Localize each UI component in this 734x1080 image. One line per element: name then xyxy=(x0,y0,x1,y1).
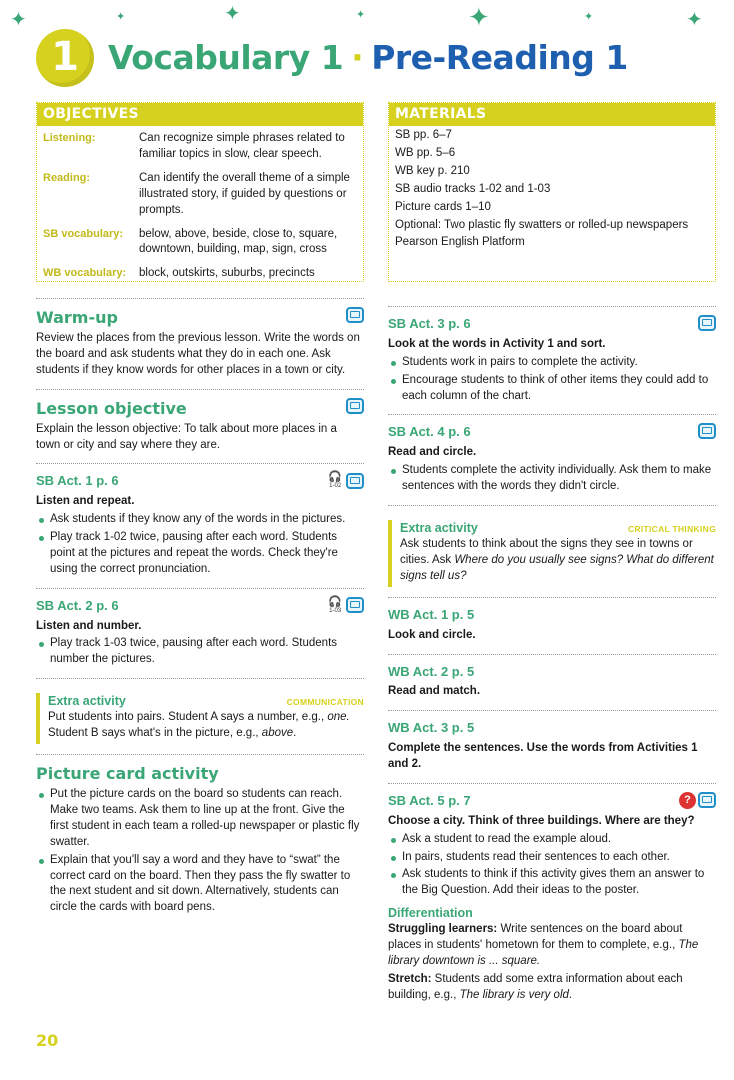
sb-act-2-section xyxy=(36,588,364,669)
list-item: In pairs, students read their sentences to each other. xyxy=(388,850,716,866)
list-item: Ask students if they know any of the words in the pictures. xyxy=(36,512,364,528)
extra-activity-tag: COMMUNICATION xyxy=(286,697,364,708)
material-item: Pearson English Platform xyxy=(395,236,525,249)
sparkle-icon: ✦ xyxy=(224,3,241,25)
objective-text: block, outskirts, suburbs, precincts xyxy=(139,267,315,280)
lesson-objective-heading: Lesson objective xyxy=(36,398,187,418)
material-item: Optional: Two plastic fly swatters or rolled-up newspapers xyxy=(395,218,689,231)
sb-act-5-section xyxy=(388,783,716,1004)
extra-activity-tag: CRITICAL THINKING xyxy=(627,523,716,534)
stretch-text: Stretch: Students add some extra information about each building, e.g., The library is very old. xyxy=(388,973,683,1001)
page-number: 20 xyxy=(36,1031,59,1050)
picture-card-section xyxy=(36,754,364,916)
page-title xyxy=(108,35,628,81)
list-item: Students complete the activity individually. Ask them to make sentences with the words they didn't circle. xyxy=(388,463,716,495)
wb-act-1-instruction: Look and circle. xyxy=(388,628,476,641)
lesson-objective-text: Explain the lesson objective: To talk about more places in a town or city and say where they are. xyxy=(36,422,337,451)
objective-text: Can identify the overall theme of a simple illustrated story, if guided by questions or prompts. xyxy=(139,172,350,216)
page-header xyxy=(36,28,716,88)
material-item: SB audio tracks 1-02 and 1-03 xyxy=(395,182,551,195)
list-item: Play track 1-02 twice, pausing after each word. Students point at the pictures and repeat the words. Check they're using the correct pronunciation. xyxy=(36,530,364,578)
wb-act-2-instruction: Read and match. xyxy=(388,685,481,698)
unit-number-badge: 1 xyxy=(36,29,94,87)
objective-label: SB vocabulary: xyxy=(43,227,124,240)
sb-act-2-heading: SB Act. 2 p. 6 xyxy=(36,597,119,613)
wb-act-3-section xyxy=(388,710,716,773)
screen-icon xyxy=(346,307,364,323)
sb-act-4-section xyxy=(388,414,716,495)
objective-text: below, above, beside, close to, square, downtown, building, map, sign, cross xyxy=(139,227,338,256)
struggling-learners-text: Struggling learners: Write sentences on the board about places in students' hometown for them to complete, e.g., The library downtown is ... square. xyxy=(388,923,699,968)
wb-act-2-section xyxy=(388,654,716,701)
objective-label: Listening: xyxy=(43,132,96,145)
material-item: Picture cards 1–10 xyxy=(395,200,491,213)
list-item: Ask students to think if this activity gives them an answer to the Big Question. Add their ideas to the poster. xyxy=(388,867,716,899)
differentiation-heading: Differentiation xyxy=(388,906,473,921)
screen-icon xyxy=(698,423,716,439)
sb-act-3-instruction: Look at the words in Activity 1 and sort. xyxy=(388,337,606,350)
screen-icon xyxy=(698,315,716,331)
objective-row xyxy=(37,264,363,288)
left-column xyxy=(36,298,364,926)
title-separator: · xyxy=(351,38,364,78)
list-item: Encourage students to think of other items they could add to each column of the chart. xyxy=(388,373,716,405)
objective-row xyxy=(37,129,363,169)
title-vocabulary: Vocabulary 1 xyxy=(108,38,344,78)
list-item: Students work in pairs to complete the activity. xyxy=(388,355,716,371)
sparkle-icon: ✦ xyxy=(116,11,126,23)
sb-act-1-instruction: Listen and repeat. xyxy=(36,495,135,508)
material-item: WB pp. 5–6 xyxy=(395,147,456,160)
extra-activity-box xyxy=(388,520,716,587)
sb-act-5-instruction: Choose a city. Think of three buildings. Where are they? xyxy=(388,814,695,827)
sb-act-1-heading: SB Act. 1 p. 6 xyxy=(36,473,119,489)
objective-row xyxy=(37,225,363,265)
extra-activity-title: Extra activity xyxy=(400,520,478,535)
extra-activity-text: Put students into pairs. Student A says a number, e.g., one. Student B says what's in the picture, e.g., above. xyxy=(48,711,350,740)
sb-act-1-section xyxy=(36,463,364,577)
materials-heading: MATERIALS xyxy=(389,103,715,126)
sb-act-4-heading: SB Act. 4 p. 6 xyxy=(388,424,471,440)
extra-activity-title: Extra activity xyxy=(48,694,126,709)
warmup-heading: Warm-up xyxy=(36,308,118,327)
warmup-text: Review the places from the previous lesson. Write the words on the board and ask students what they do in each one. Ask students if they know words for other places in a town or city. xyxy=(36,332,360,376)
objectives-heading: OBJECTIVES xyxy=(37,103,363,126)
sparkle-icon: ✦ xyxy=(356,9,366,21)
screen-icon xyxy=(346,473,364,489)
material-item: WB key p. 210 xyxy=(395,165,470,178)
objective-text: Can recognize simple phrases related to familiar topics in slow, clear speech. xyxy=(139,132,345,161)
sb-act-5-heading: SB Act. 5 p. 7 xyxy=(388,792,471,808)
sparkle-icon: ✦ xyxy=(686,9,703,31)
objective-label: Reading: xyxy=(43,172,91,185)
list-item: Put the picture cards on the board so students can reach. Make two teams. Ask them to line up at the front. Give the first student in each team a rolled-up newspaper or plastic fly swatter. xyxy=(36,787,364,850)
wb-act-1-section xyxy=(388,597,716,644)
audio-icon: 🎧 1-02 xyxy=(328,471,342,490)
extra-activity-section xyxy=(388,505,716,587)
sparkle-icon: ✦ xyxy=(584,11,594,23)
list-item: Ask a student to read the example aloud. xyxy=(388,832,716,848)
extra-activity-text: Ask students to think about the signs they see in towns or cities. Ask Where do you usually see signs? What do different signs tell us? xyxy=(400,538,714,582)
objective-row xyxy=(37,169,363,225)
right-column xyxy=(388,306,716,1014)
question-icon: ? xyxy=(679,792,696,809)
objective-label: WB vocabulary: xyxy=(43,267,127,280)
audio-track-label: 1-03 xyxy=(329,607,342,614)
wb-act-1-heading: WB Act. 1 p. 5 xyxy=(388,606,475,622)
audio-track-label: 1-02 xyxy=(329,483,342,490)
differentiation xyxy=(388,905,716,1004)
material-item: SB pp. 6–7 xyxy=(395,129,452,142)
screen-icon xyxy=(346,597,364,613)
sb-act-3-heading: SB Act. 3 p. 6 xyxy=(388,316,471,331)
wb-act-3-heading: WB Act. 3 p. 5 xyxy=(388,720,475,736)
list-item: Explain that you'll say a word and they have to “swat” the correct card on the board. Then they pass the fly swatter to the next student and sit down. Alternatively, students can circle the cards with board pens. xyxy=(36,853,364,916)
extra-activity-section xyxy=(36,678,364,744)
sparkle-icon: ✦ xyxy=(468,2,490,32)
sb-act-3-section xyxy=(388,306,716,404)
list-item: Play track 1-03 twice, pausing after each word. Students number the pictures. xyxy=(36,636,364,668)
sparkle-icon: ✦ xyxy=(10,9,27,31)
sb-act-2-instruction: Listen and number. xyxy=(36,619,142,632)
materials-box xyxy=(388,102,716,282)
audio-icon: 🎧 1-03 xyxy=(328,595,342,614)
lesson-objective-section xyxy=(36,389,364,454)
materials-list xyxy=(389,126,715,255)
title-pre-reading: Pre-Reading 1 xyxy=(371,38,628,78)
picture-card-heading: Picture card activity xyxy=(36,764,219,784)
wb-act-3-instruction: Complete the sentences. Use the words from Activities 1 and 2. xyxy=(388,742,698,771)
warmup-section xyxy=(36,298,364,379)
wb-act-2-heading: WB Act. 2 p. 5 xyxy=(388,663,475,679)
screen-icon xyxy=(346,398,364,414)
objectives-box xyxy=(36,102,364,282)
extra-activity-box xyxy=(36,693,364,744)
screen-icon xyxy=(698,792,716,808)
sb-act-4-instruction: Read and circle. xyxy=(388,446,477,459)
